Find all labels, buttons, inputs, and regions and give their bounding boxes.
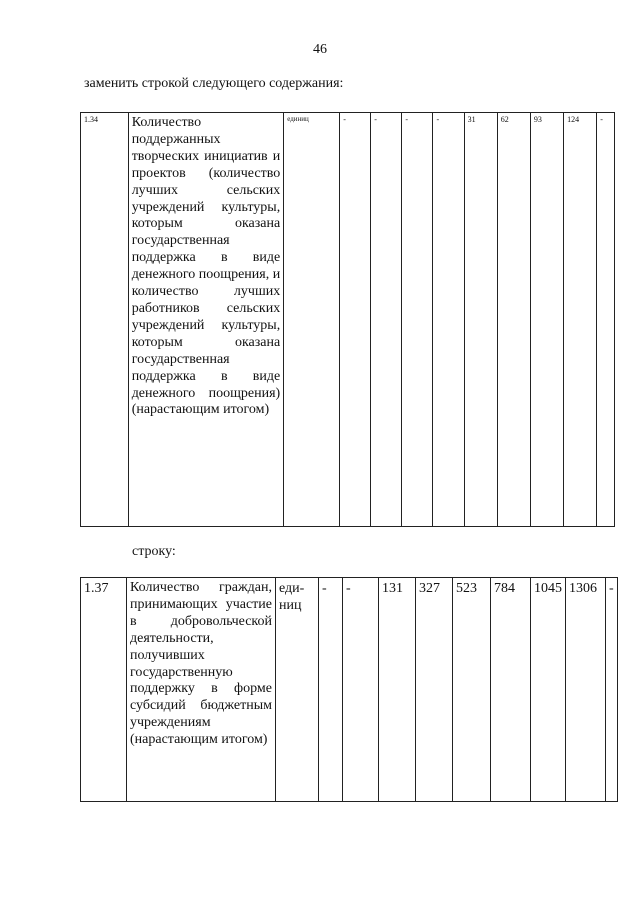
table-row (81, 578, 618, 802)
row-number: 1.37 (81, 578, 127, 802)
value-cell: 1306 (566, 578, 606, 802)
original-row-table (80, 577, 618, 802)
value-cell: - (606, 578, 618, 802)
row-description: Количество поддержанных творческих инициатив и проектов (количество лучших сельских учреждений культуры, которым оказана государственная поддержка в виде денежного поощрения, и количество лучших работников сельских учреждений культуры, которым оказана государственная поддержка в виде денежного поощрения) (нарастающим итогом) (128, 113, 284, 527)
unit-line: ниц (279, 598, 302, 613)
table-row (81, 113, 615, 527)
value-cell: - (319, 578, 343, 802)
value-cell: 62 (497, 113, 530, 527)
unit-line: еди- (279, 581, 305, 596)
value-cell: 31 (464, 113, 497, 527)
value-cell: 124 (564, 113, 597, 527)
value-cell: 327 (416, 578, 453, 802)
value-cell: 523 (453, 578, 491, 802)
value-cell: - (340, 113, 371, 527)
value-cell: 784 (491, 578, 531, 802)
value-cell: - (402, 113, 433, 527)
row-description: Количество граждан, принимающих участие в добровольческой деятельности, получивших государственную поддержку в форме субсидий бюджетным учреждениям (нарастающим итогом) (127, 578, 276, 802)
value-cell: 93 (530, 113, 563, 527)
row-unit: единиц (284, 113, 340, 527)
page-number: 46 (313, 42, 327, 57)
value-cell: - (371, 113, 402, 527)
value-cell: 131 (379, 578, 416, 802)
row-unit (276, 578, 319, 802)
value-cell: - (343, 578, 379, 802)
mid-text: строку: (132, 544, 176, 559)
value-cell: 1045 (531, 578, 566, 802)
replacement-row-table (80, 112, 615, 527)
value-cell: - (433, 113, 464, 527)
intro-text: заменить строкой следующего содержания: (84, 76, 344, 91)
row-number: 1.34 (81, 113, 129, 527)
value-cell: - (597, 113, 615, 527)
